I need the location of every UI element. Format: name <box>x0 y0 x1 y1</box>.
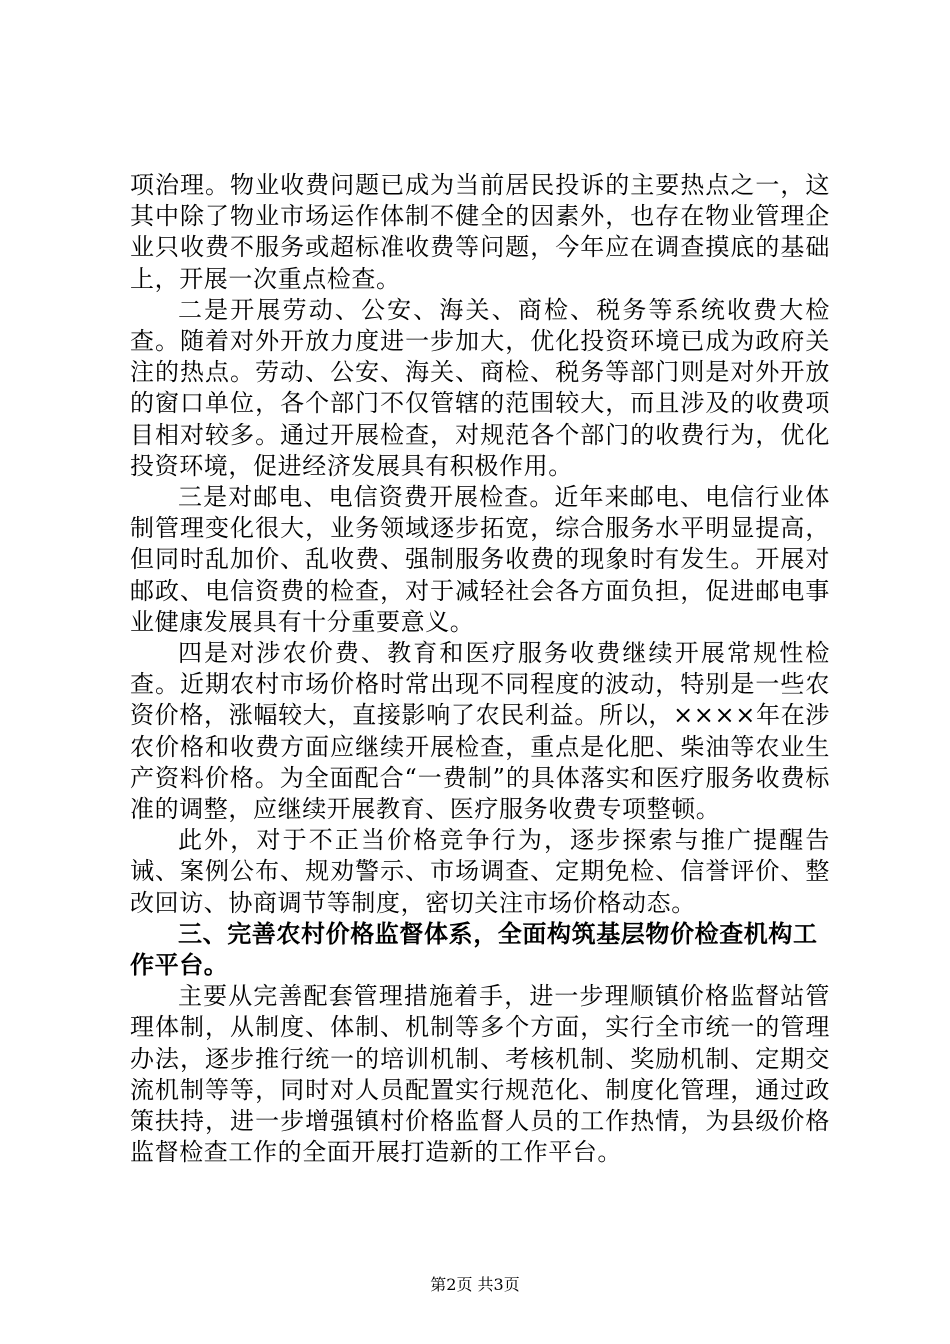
paragraph-additionally: 此外，对于不正当价格竞争行为，逐步探索与推广提醒告诫、案例公布、规劝警示、市场调查、定期免检、信誉评价、整改回访、协商调节等制度，密切关注市场价格动态。 <box>130 826 830 917</box>
paragraph-item-four: 四是对涉农价费、教育和医疗服务收费继续开展常规性检查。近期农村市场价格时常出现不同程度的波动，特别是一些农资价格，涨幅较大，直接影响了农民利益。所以，××××年在涉农价格和收费方面应继续开展检查，重点是化肥、柴油等农业生产资料价格。为全面配合“一费制”的具体落实和医疗服务收费标准的调整，应继续开展教育、医疗服务收费专项整顿。 <box>130 639 830 824</box>
paragraph-continuation: 项治理。物业收费问题已成为当前居民投诉的主要热点之一，这其中除了物业市场运作体制不健全的因素外，也存在物业管理企业只收费不服务或超标准收费等问题，今年应在调查摸底的基础上，开展一次重点检查。 <box>130 171 830 293</box>
document-body <box>130 170 830 1169</box>
paragraph-item-two: 二是开展劳动、公安、海关、商检、税务等系统收费大检查。随着对外开放力度进一步加大，优化投资环境已成为政府关注的热点。劳动、公安、海关、商检、税务等部门则是对外开放的窗口单位，各个部门不仅管辖的范围较大，而且涉及的收费项目相对较多。通过开展检查，对规范各个部门的收费行为，优化投资环境，促进经济发展具有积极作用。 <box>130 295 830 480</box>
section-heading: 三、完善农村价格监督体系，全面构筑基层物价检查机构工作平台。 <box>130 919 818 980</box>
page-footer: 第2页 共3页 <box>430 1275 520 1294</box>
paragraph-item-three: 三是对邮电、电信资费开展检查。近年来邮电、电信行业体制管理变化很大，业务领域逐步拓宽，综合服务水平明显提高，但同时乱加价、乱收费、强制服务收费的现象时有发生。开展对邮政、电信资费的检查，对于减轻社会各方面负担，促进邮电事业健康发展具有十分重要意义。 <box>130 483 830 636</box>
paragraph-closing: 主要从完善配套管理措施着手，进一步理顺镇价格监督站管理体制，从制度、体制、机制等多个方面，实行全市统一的管理办法，逐步推行统一的培训机制、考核机制、奖励机制、定期交流机制等等，同时对人员配置实行规范化、制度化管理，通过政策扶持，进一步增强镇村价格监督人员的工作热情，为县级价格监督检查工作的全面开展打造新的工作平台。 <box>130 982 830 1167</box>
